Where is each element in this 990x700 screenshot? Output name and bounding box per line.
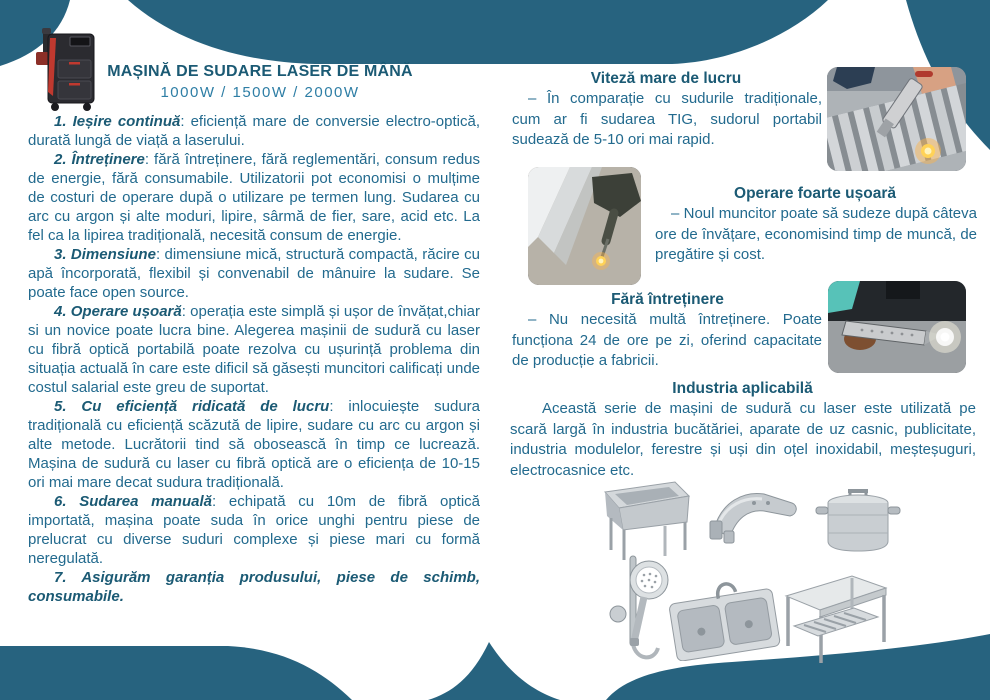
list-item-lead: 6. Sudarea manuală xyxy=(54,493,212,510)
list-item-lead: 1. Ieșire continuă xyxy=(54,113,181,130)
list-item xyxy=(28,568,480,606)
swoosh-bottom-petal xyxy=(428,642,560,700)
list-item-lead: 2. Întreținere xyxy=(54,151,145,168)
section-body-industry: Această serie de mașini de sudură cu laser este utilizată pe scară largă în industria bucătăriei, aparate de uz casnic, publicitate, industria modulelor, ferestre și uși din oțel inoxidabil, meșteșuguri, electrocasnice etc. xyxy=(510,400,976,479)
list-item xyxy=(28,492,480,568)
list-item xyxy=(28,150,480,245)
page-subtitle: 1000W / 1500W / 2000W xyxy=(160,84,360,101)
list-item-lead: 7. Asigurăm garanția produsului, piese de schimb, consumabile. xyxy=(28,569,480,605)
list-item-text: : echipată cu 10m de fibră optică importată, mașina poate suda în orice unghi pentru piese de prelucrat cu diverse suduri complexe și piese mari cu formă neregulată. xyxy=(28,493,481,567)
list-item-text: : inlocuiește sudura tradițională cu eficiență scăzută de lipire, sudare cu arc cu argon și alte metode. Lucrătorii tind să obosească în timp ce lucrează. Mașina de sudură cu laser cu fibră optică are o eficiența de 10-15 ori mai mare decat sudura tradițională. xyxy=(28,398,481,491)
list-item-text: : dimensiune mică, structură compactă, răcire cu apă încorporată, flexibil și convenabil de mânuire la sudare. Se poate face open source. xyxy=(28,246,480,301)
caster-wheel xyxy=(51,103,59,111)
swoosh-bottom-left xyxy=(0,646,352,700)
list-item-text: : eficiență mare de conversie electro-optică, durată lungă de viață a laserului. xyxy=(28,113,480,149)
list-item-lead: 4. Operare ușoară xyxy=(54,303,182,320)
list-item-lead: 3. Dimensiune xyxy=(54,246,156,263)
section-body-no-maintenance: – Nu necesită multă întreținere. Poate funcționa 24 de ore pe zi, oferind capacitate de producție a fabricii. xyxy=(512,311,822,369)
section-heading-industry: Industria aplicabilă xyxy=(672,380,813,397)
product-shower-head-image xyxy=(608,550,670,668)
caster-wheel xyxy=(83,103,91,111)
product-double-sink-image xyxy=(664,576,784,661)
list-item-text: : operația este simplă și ușor de învățat,chiar si un novice poate lucra bine. Alegerea mașinii de sudură cu laser cu fibră optică portabilă poate rezolva cu ușurință problema din situația actuală în care este dificil să găsești muncitori calificați unde costul salarial este greu de suportat. xyxy=(28,303,480,396)
list-item-lead: 5. Cu eficiență ridicată de lucru xyxy=(54,398,330,415)
feature-list xyxy=(28,112,480,606)
section-body-easy-operation: – Noul muncitor poate să sudeze după câteva ore de învățare, economisind timp de muncă, de pregătire și cost. xyxy=(655,205,977,263)
page-title: MAȘINĂ DE SUDARE LASER DE MÂNĂ xyxy=(107,63,413,80)
list-item xyxy=(28,397,480,492)
section-heading-no-maintenance: Fără întreținere xyxy=(611,291,724,308)
list-item xyxy=(28,245,480,302)
list-item xyxy=(28,112,480,150)
swoosh-top-band xyxy=(128,0,828,64)
list-item xyxy=(28,302,480,397)
product-steamer-pot-image xyxy=(812,481,904,559)
machine-screen xyxy=(70,37,90,46)
photo-laser-gun-closeup xyxy=(828,281,966,373)
section-heading-easy-operation: Operare foarte ușoară xyxy=(734,185,896,202)
photo-worker-welding-panel xyxy=(528,167,641,285)
section-body-speed: – În comparație cu sudurile tradiționale, cum ar fi sudarea TIG, sudorul portabil sudează de 5-10 ori mai rapid. xyxy=(512,90,822,148)
section-heading-speed: Viteză mare de lucru xyxy=(590,70,742,87)
list-item-text: : fără întreținere, fără reglementări, consum redus de energie, fără consumabile. Utilizatorii pot economisi o mulțime de costuri de operare după o utilizare pe termen lung. Sudarea cu arc cu argon și alte moduri, lipire, sârmă de fier, sare, acid etc. La fel ca la lipirea tradițională, necesită consum de energie. xyxy=(28,151,481,244)
product-work-table-image xyxy=(782,566,890,666)
photo-welding-on-grate xyxy=(827,67,966,171)
product-metal-bracket-image xyxy=(702,481,802,551)
